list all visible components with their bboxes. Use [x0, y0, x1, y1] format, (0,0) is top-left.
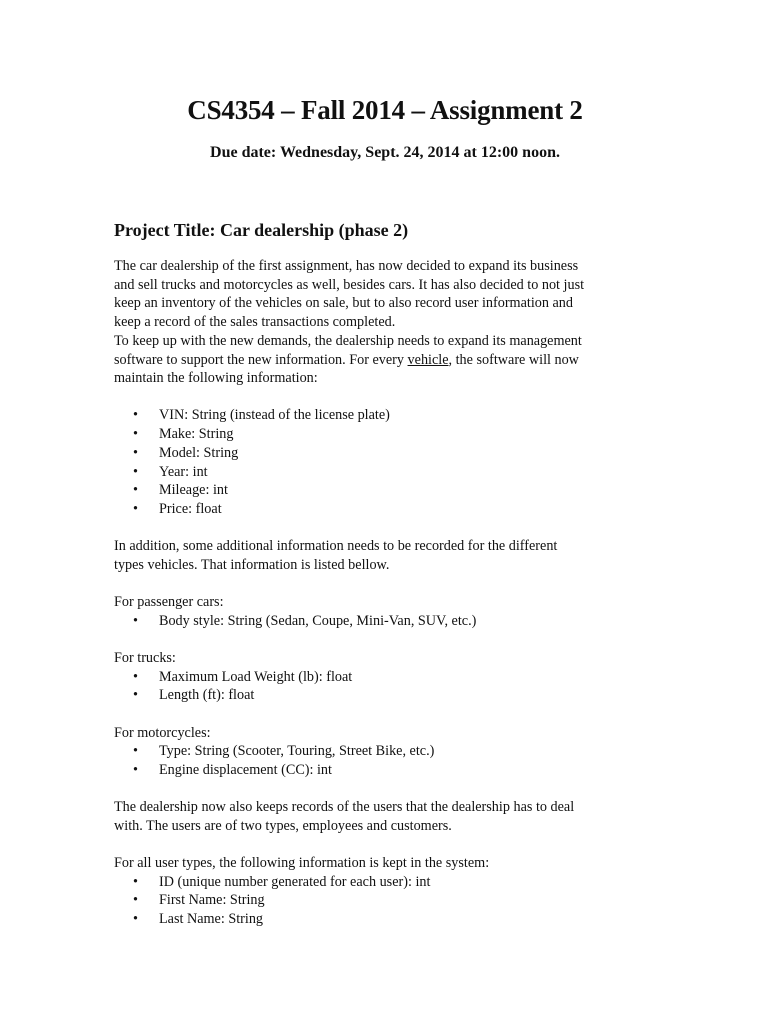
list-item-text: Last Name: String	[159, 911, 264, 928]
intro-line: and sell trucks and motorcycles as well, besides cars. It has also decided to not just	[114, 276, 585, 293]
list-item	[114, 444, 674, 463]
bullet-icon: •	[133, 761, 138, 778]
list-item	[114, 668, 674, 687]
bullet-icon: •	[133, 687, 138, 704]
trucks-list	[114, 668, 674, 705]
list-item-text: Mileage: int	[159, 482, 228, 499]
list-item-text: Make: String	[159, 426, 234, 443]
intro-line: To keep up with the new demands, the dealership needs to expand its management	[114, 332, 582, 349]
bullet-icon: •	[133, 911, 138, 928]
intro-line: keep an inventory of the vehicles on sale, but to also record user information and	[114, 295, 573, 312]
vehicle-fields-list	[114, 406, 674, 518]
intro-text: software to support the new information. For every	[114, 351, 408, 368]
bullet-icon: •	[133, 873, 138, 890]
user-fields-list	[114, 873, 674, 929]
list-item-text: Type: String (Scooter, Touring, Street Bike, etc.)	[159, 743, 435, 760]
underlined-word: vehicle	[407, 351, 449, 368]
list-item	[114, 761, 674, 780]
bullet-icon: •	[133, 892, 138, 909]
section-heading: For all user types, the following information is kept in the system:	[114, 855, 490, 872]
bullet-icon: •	[133, 612, 138, 629]
bullet-icon: •	[133, 668, 138, 685]
paragraph-line: types vehicles. That information is listed bellow.	[114, 556, 390, 573]
section-heading: For passenger cars:	[114, 594, 224, 611]
list-item	[114, 873, 674, 892]
motorcycles-list	[114, 742, 674, 779]
document-body	[114, 257, 674, 929]
section-heading: For trucks:	[114, 649, 176, 666]
passenger-cars-list	[114, 612, 674, 631]
list-item	[114, 425, 674, 444]
bullet-icon: •	[133, 426, 138, 443]
assignment-title: CS4354 – Fall 2014 – Assignment 2	[187, 95, 583, 125]
list-item-text: Price: float	[159, 500, 222, 517]
list-item-text: Year: int	[159, 463, 208, 480]
list-item	[114, 481, 674, 500]
intro-line: maintain the following information:	[114, 370, 318, 387]
list-item-text: First Name: String	[159, 892, 265, 909]
intro-line: keep a record of the sales transactions completed.	[114, 314, 396, 331]
list-item	[114, 686, 674, 705]
bullet-icon: •	[133, 463, 138, 480]
list-item	[114, 742, 674, 761]
list-item-text: Model: String	[159, 444, 239, 461]
due-date: Due date: Wednesday, Sept. 24, 2014 at 12:00 noon.	[210, 144, 560, 161]
intro-line: The car dealership of the first assignment, has now decided to expand its business	[114, 258, 579, 274]
intro-text: , the software will now	[448, 351, 579, 368]
paragraph-line: The dealership now also keeps records of the users that the dealership has to deal	[114, 799, 575, 816]
list-item-text: ID (unique number generated for each user): int	[159, 873, 431, 890]
list-item	[114, 910, 674, 929]
list-item-text: VIN: String (instead of the license plate)	[159, 407, 390, 424]
bullet-icon: •	[133, 743, 138, 760]
project-title: Project Title: Car dealership (phase 2)	[114, 220, 409, 240]
section-heading: For motorcycles:	[114, 724, 211, 741]
bullet-icon: •	[133, 444, 138, 461]
bullet-icon: •	[133, 482, 138, 499]
list-item-text: Engine displacement (CC): int	[159, 761, 332, 778]
list-item	[114, 891, 674, 910]
list-item-text: Body style: String (Sedan, Coupe, Mini-Van, SUV, etc.)	[159, 612, 477, 629]
intro-line	[114, 351, 674, 370]
list-item-text: Length (ft): float	[159, 687, 255, 704]
list-item	[114, 463, 674, 482]
list-item-text: Maximum Load Weight (lb): float	[159, 668, 353, 685]
bullet-icon: •	[133, 500, 138, 517]
paragraph-line: with. The users are of two types, employees and customers.	[114, 817, 452, 834]
list-item	[114, 406, 674, 425]
list-item	[114, 500, 674, 519]
bullet-icon: •	[133, 407, 138, 424]
list-item	[114, 612, 674, 631]
paragraph-line: In addition, some additional information needs to be recorded for the different	[114, 538, 558, 555]
